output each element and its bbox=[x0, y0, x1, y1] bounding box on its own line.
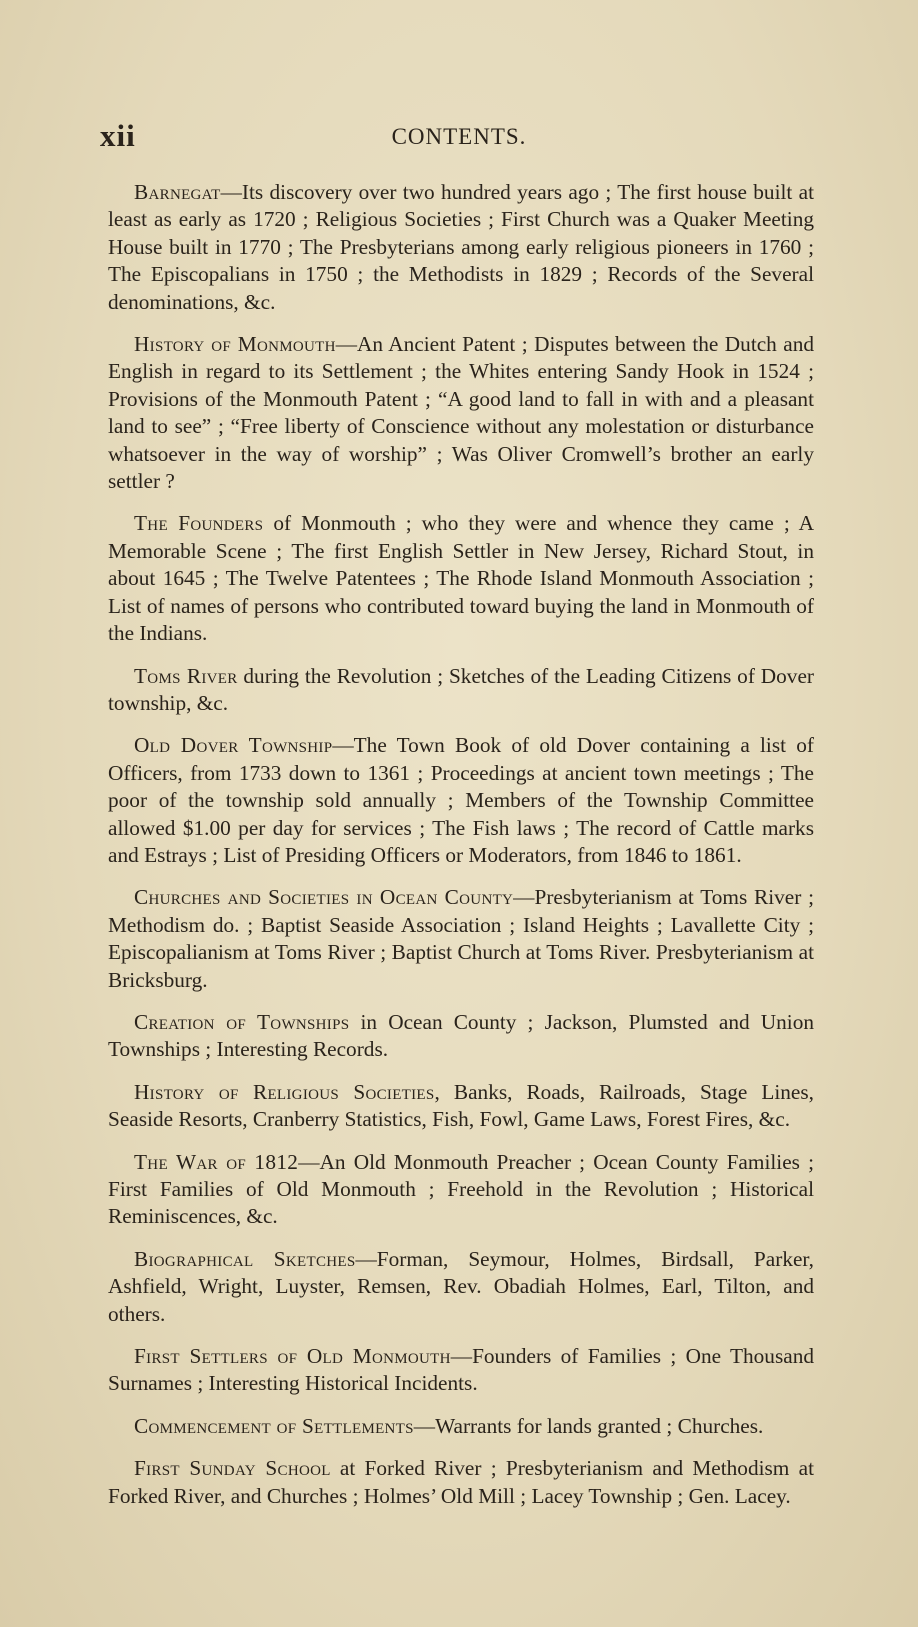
entry-text: , Banks, Roads, Railroads, Stage Lines, Seaside Resorts, Cranberry Statistics, Fish, Fowl, Game Laws, Forest Fires, &c. bbox=[108, 1079, 814, 1132]
entry-lead: The Founders bbox=[134, 511, 264, 536]
contents-entry bbox=[108, 1413, 814, 1440]
entry-text: of Monmouth ; who they were and whence they came ; A Memorable Scene ; The first English Settler in New Jersey, Richard Stout, in about 1645 ; The Twelve Patentees ; The Rhode Island Monmouth Association ; List of names of persons who contributed toward buying the land in Monmouth of the Indians. bbox=[108, 511, 814, 646]
contents-entry bbox=[108, 732, 814, 869]
entry-lead: Barnegat bbox=[134, 180, 221, 204]
contents-entry bbox=[108, 1009, 814, 1064]
running-head: CONTENTS. bbox=[391, 124, 527, 149]
contents-entry bbox=[108, 1246, 814, 1328]
contents-entry bbox=[108, 1343, 814, 1398]
entry-text: —An Ancient Patent ; Disputes between the Dutch and English in regard to its Settlement ; the Whites entering Sandy Hook in 1524 ; Provisions of the Monmouth Patent ; “A good land to fall in with and a pleasant land to see” ; “Free liberty of Conscience without any molestation or disturbance whatsoever in the way of worship” ; Was Oliver Cromwell’s brother an early settler ? bbox=[108, 332, 814, 494]
contents-entry bbox=[108, 331, 814, 495]
entry-lead: History of Religious Societies bbox=[134, 1079, 435, 1104]
entry-text: —The Town Book of old Dover containing a list of Officers, from 1733 down to 1361 ; Proceedings at ancient town meetings ; The poor of the township sold annually ; Members of the Township Committee allowed $1.00 per day for services ; The Fish laws ; The record of Cattle marks and Estrays ; List of Presiding Officers or Moderators, from 1846 to 1861. bbox=[108, 733, 814, 867]
page-header bbox=[100, 118, 818, 158]
page-number: xii bbox=[100, 118, 136, 153]
entry-lead: Creation of Townships bbox=[134, 1009, 350, 1034]
entry-lead: Biographical Sketches bbox=[134, 1246, 356, 1271]
entry-text: during the Revolution ; Sketches of the Leading Citizens of Dover township, &c. bbox=[108, 663, 814, 715]
contents-entry bbox=[108, 1455, 814, 1510]
entry-text: at Forked River ; Presbyterianism and Methodism at Forked River, and Churches ; Holmes’ Old Mill ; Lacey Township ; Gen. Lacey. bbox=[108, 1456, 814, 1508]
entry-lead: Commencement of Settlements bbox=[134, 1413, 414, 1438]
entry-lead: First Settlers of Old Monmouth bbox=[134, 1344, 451, 1369]
entry-text: —An Old Monmouth Preacher ; Ocean County Families ; First Families of Old Monmouth ; Freehold in the Revolution ; Historical Reminiscences, &c. bbox=[108, 1149, 814, 1229]
entry-text: —Presbyterianism at Toms River ; Methodism do. ; Baptist Seaside Association ; Island Heights ; Lavallette City ; Episcopalianism at Toms River ; Baptist Church at Toms River. Presbyterianism at Bricksburg. bbox=[108, 885, 814, 992]
entry-lead: Churches and Societies in Ocean County bbox=[134, 885, 514, 910]
contents-entry bbox=[108, 510, 814, 647]
contents-entry bbox=[108, 1149, 814, 1231]
contents-entry bbox=[108, 179, 814, 316]
entry-text: —Its discovery over two hundred years ago ; The first house built at least as early as 1720 ; Religious Societies ; First Church was a Quaker Meeting House built in 1770 ; The Presbyterians among early religious pioneers in 1760 ; The Episcopalians in 1750 ; the Methodists in 1829 ; Records of the Several denominations, &c. bbox=[108, 180, 814, 314]
entry-text: —Warrants for lands granted ; Churches. bbox=[413, 1413, 764, 1438]
entry-lead: Old Dover Township bbox=[134, 733, 333, 758]
entry-lead: The War of 1812 bbox=[134, 1149, 299, 1174]
entry-text: in Ocean County ; Jackson, Plumsted and Union Townships ; Interesting Records. bbox=[108, 1009, 814, 1062]
entry-lead: First Sunday School bbox=[134, 1456, 331, 1481]
entry-text: —Forman, Seymour, Holmes, Birdsall, Parker, Ashfield, Wright, Luyster, Remsen, Rev. Obadiah Holmes, Earl, Tilton, and others. bbox=[108, 1246, 814, 1326]
entry-text: —Founders of Families ; One Thousand Surnames ; Interesting Historical Incidents. bbox=[108, 1344, 814, 1396]
contents-entry bbox=[108, 663, 814, 718]
contents-list bbox=[108, 179, 814, 1525]
contents-entry bbox=[108, 1079, 814, 1134]
entry-lead: History of Monmouth bbox=[134, 332, 336, 357]
contents-entry bbox=[108, 884, 814, 994]
entry-lead: Toms River bbox=[134, 663, 238, 688]
